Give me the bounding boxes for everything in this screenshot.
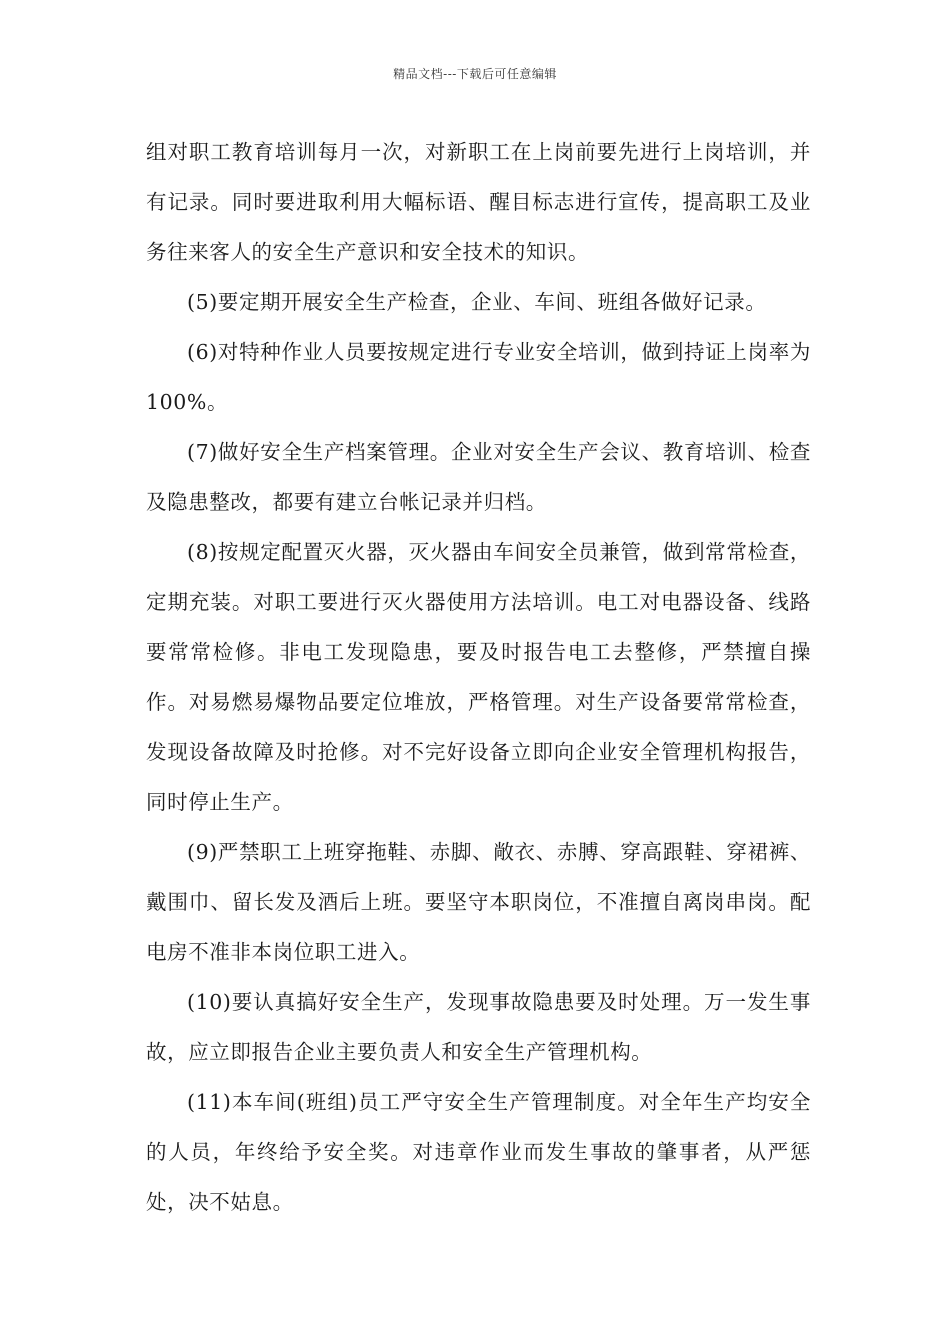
paragraph-item-8: (8)按规定配置灭火器，灭火器由车间安全员兼管，做到常常检查，定期充装。对职工要进行灭火器使用方法培训。电工对电器设备、线路要常常检修。非电工发现隐患，要及时报告电工去整修，严禁擅自操作。对易燃易爆物品要定位堆放，严格管理。对生产设备要常常检查，发现设备故障及时抢修。对不完好设备立即向企业安全管理机构报告，同时停止生产。 [146,540,811,814]
paragraph-continuation: 组对职工教育培训每月一次，对新职工在上岗前要先进行上岗培训，并有记录。同时要进取利用大幅标语、醒目标志进行宣传，提高职工及业务往来客人的安全生产意识和安全技术的知识。 [146,140,811,264]
paragraph-item-6: (6)对特种作业人员要按规定进行专业安全培训，做到持证上岗率为100%。 [146,340,811,414]
paragraph-item-7: (7)做好安全生产档案管理。企业对安全生产会议、教育培训、检查及隐患整改，都要有建立台帐记录并归档。 [146,440,811,514]
page-header: 精品文档---下载后可任意编辑 [393,67,557,81]
paragraph-item-9: (9)严禁职工上班穿拖鞋、赤脚、敞衣、赤膊、穿高跟鞋、穿裙裤、戴围巾、留长发及酒后上班。要坚守本职岗位，不准擅自离岗串岗。配电房不准非本岗位职工进入。 [146,840,811,964]
paragraph-item-11: (11)本车间(班组)员工严守安全生产管理制度。对全年生产均安全的人员，年终给予安全奖。对违章作业而发生事故的肇事者，从严惩处，决不姑息。 [146,1090,811,1214]
paragraph-item-10: (10)要认真搞好安全生产，发现事故隐患要及时处理。万一发生事故，应立即报告企业主要负责人和安全生产管理机构。 [146,990,811,1064]
paragraph-item-5: (5)要定期开展安全生产检查，企业、车间、班组各做好记录。 [187,290,767,314]
document-body [146,127,811,1227]
